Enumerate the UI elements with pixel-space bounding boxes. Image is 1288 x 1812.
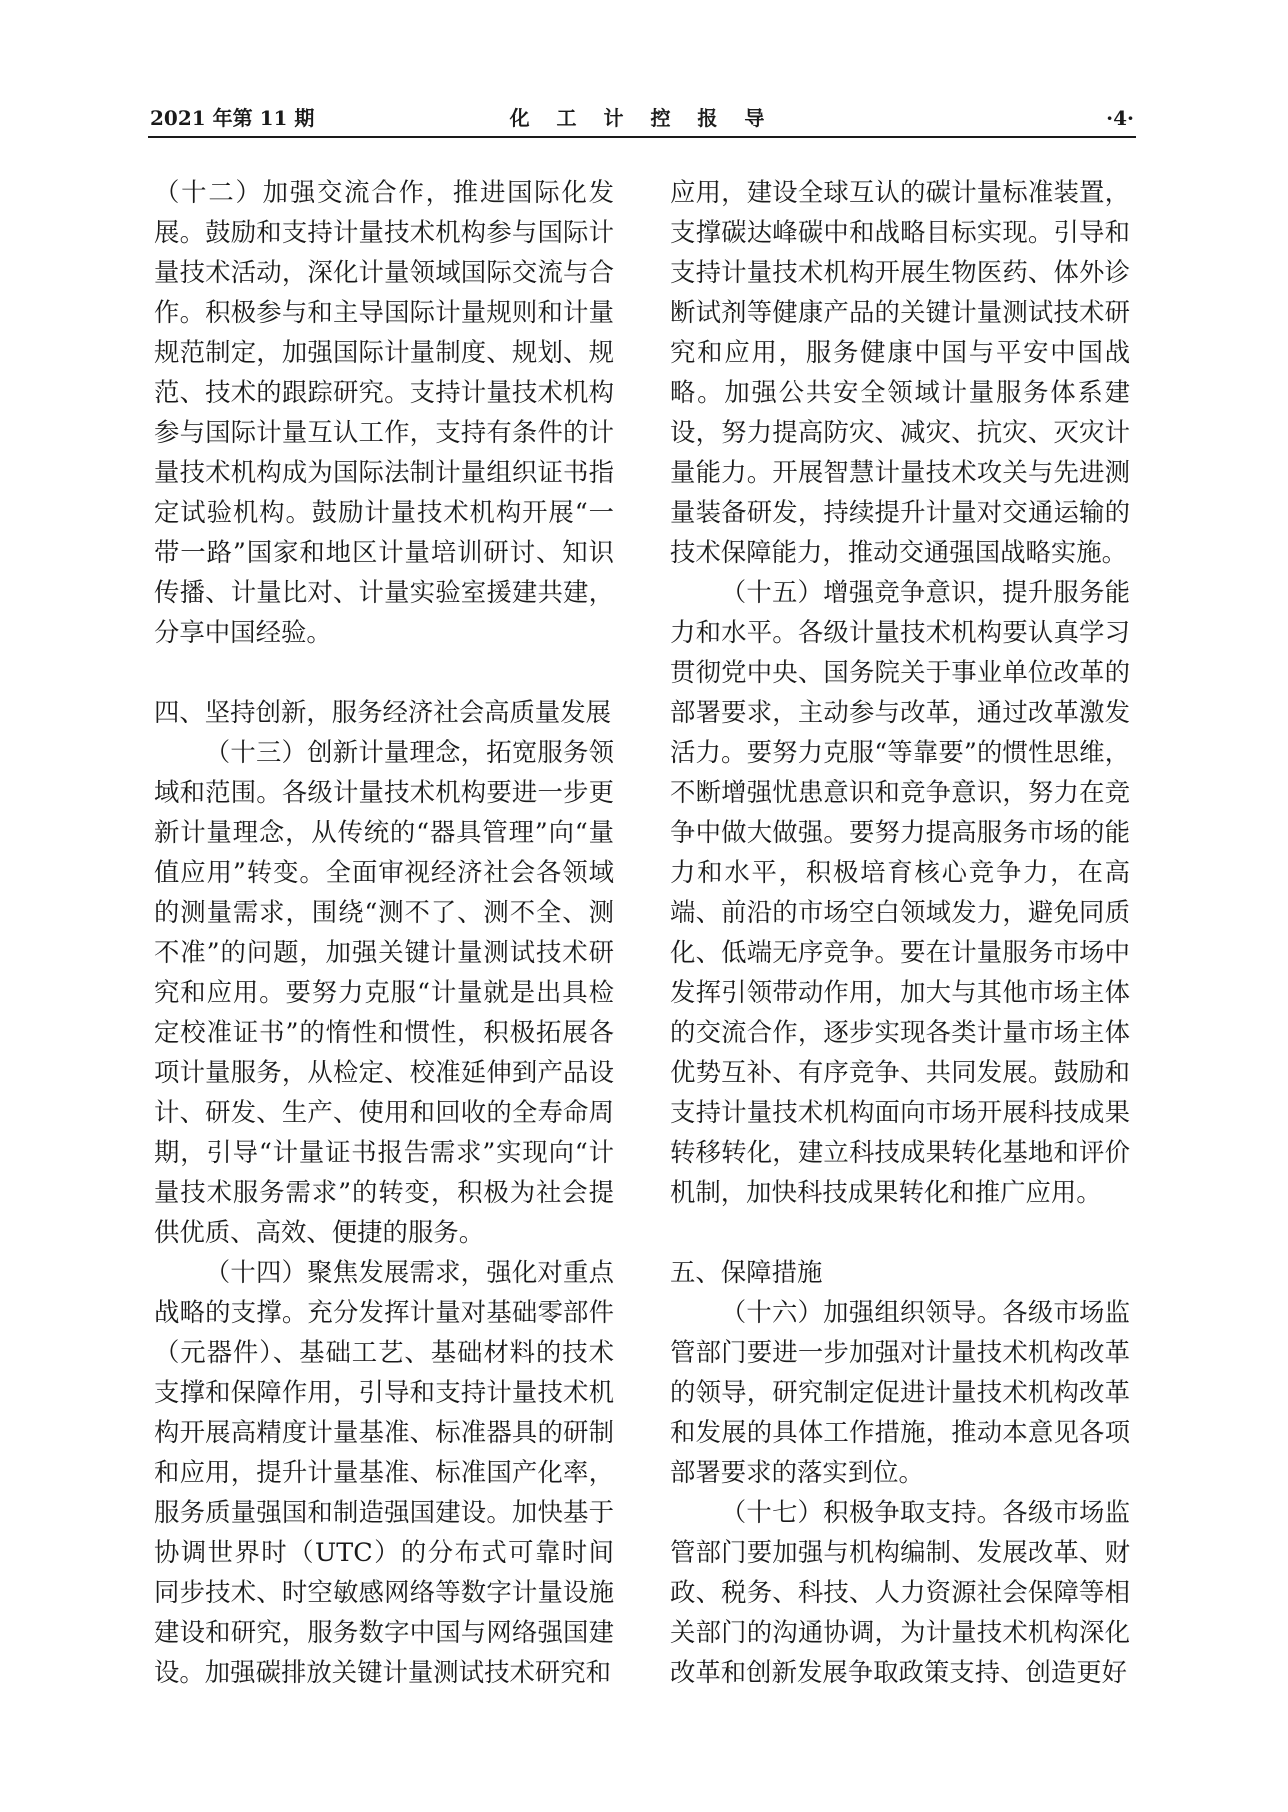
journal-title: 化 工 计 控 报 导 [509, 106, 775, 130]
paragraph-fourteen-continued: 应用，建设全球互认的碳计量标准装置，支撑碳达峰碳中和战略目标实现。引导和支持计量技术机构开展生物医药、体外诊断试剂等健康产品的关键计量测试技术研究和应用，服务健康中国与平安中国战略。加强公共安全领域计量服务体系建设，努力提高防灾、减灾、抗灾、灭灾计量能力。开展智慧计量技术攻关与先进测量装备研发，持续提升计量对交通运输的技术保障能力，推动交通强国战略实施。 [670, 177, 1130, 567]
section-heading-four: 四、坚持创新，服务经济社会高质量发展 [154, 697, 612, 727]
page-number: ·4· [1106, 106, 1134, 130]
paragraph-seventeen: （十七）积极争取支持。各级市场监管部门要加强与机构编制、发展改革、财政、税务、科技、人力资源社会保障等相关部门的沟通协调，为计量技术机构深化改革和创新发展争取政策支持、创造更好 [670, 1497, 1130, 1687]
paragraph-twelve: （十二）加强交流合作，推进国际化发展。鼓励和支持计量技术机构参与国际计量技术活动，深化计量领域国际交流与合作。积极参与和主导国际计量规则和计量规范制定，加强国际计量制度、规划、规范、技术的跟踪研究。支持计量技术机构参与国际计量互认工作，支持有条件的计量技术机构成为国际法制计量组织证书指定试验机构。鼓励计量技术机构开展“一带一路”国家和地区计量培训研讨、知识传播、计量比对、计量实验室援建共建，分享中国经验。 [154, 177, 614, 647]
section-gap [154, 652, 614, 692]
page-header [148, 102, 1136, 138]
paragraph-sixteen: （十六）加强组织领导。各级市场监管部门要进一步加强对计量技术机构改革的领导，研究制定促进计量技术机构改革和发展的具体工作措施，推动本意见各项部署要求的落实到位。 [670, 1297, 1130, 1487]
issue-label: 2021 年第 11 期 [150, 106, 315, 130]
section-heading-five: 五、保障措施 [670, 1257, 823, 1287]
paragraph-fourteen: （十四）聚焦发展需求，强化对重点战略的支撑。充分发挥计量对基础零部件（元器件）、基础工艺、基础材料的技术支撑和保障作用，引导和支持计量技术机构开展高精度计量基准、标准器具的研制和应用，提升计量基准、标准国产化率，服务质量强国和制造强国建设。加快基于协调世界时（UTC）的分布式可靠时间同步技术、时空敏感网络等数字计量设施建设和研究，服务数字中国与网络强国建设。加强碳排放关键计量测试技术研究和 [154, 1257, 614, 1687]
paragraph-fifteen: （十五）增强竞争意识，提升服务能力和水平。各级计量技术机构要认真学习贯彻党中央、国务院关于事业单位改革的部署要求，主动参与改革，通过改革激发活力。要努力克服“等靠要”的惯性思维，不断增强忧患意识和竞争意识，努力在竞争中做大做强。要努力提高服务市场的能力和水平，积极培育核心竞争力，在高端、前沿的市场空白领域发力，避免同质化、低端无序竞争。要在计量服务市场中发挥引领带动作用，加大与其他市场主体的交流合作，逐步实现各类计量市场主体优势互补、有序竞争、共同发展。鼓励和支持计量技术机构面向市场开展科技成果转移转化，建立科技成果转化基地和评价机制，加快科技成果转化和推广应用。 [670, 577, 1130, 1207]
paragraph-thirteen: （十三）创新计量理念，拓宽服务领域和范围。各级计量技术机构要进一步更新计量理念，从传统的“器具管理”向“量值应用”转变。全面审视经济社会各领域的测量需求，围绕“测不了、测不全、测不准”的问题，加强关键计量测试技术研究和应用。要努力克服“计量就是出具检定校准证书”的惰性和惯性，积极拓展各项计量服务，从检定、校准延伸到产品设计、研发、生产、使用和回收的全寿命周期，引导“计量证书报告需求”实现向“计量技术服务需求”的转变，积极为社会提供优质、高效、便捷的服务。 [154, 737, 614, 1247]
right-column [670, 172, 1130, 1687]
section-gap [670, 1212, 1130, 1252]
left-column [154, 172, 614, 1687]
